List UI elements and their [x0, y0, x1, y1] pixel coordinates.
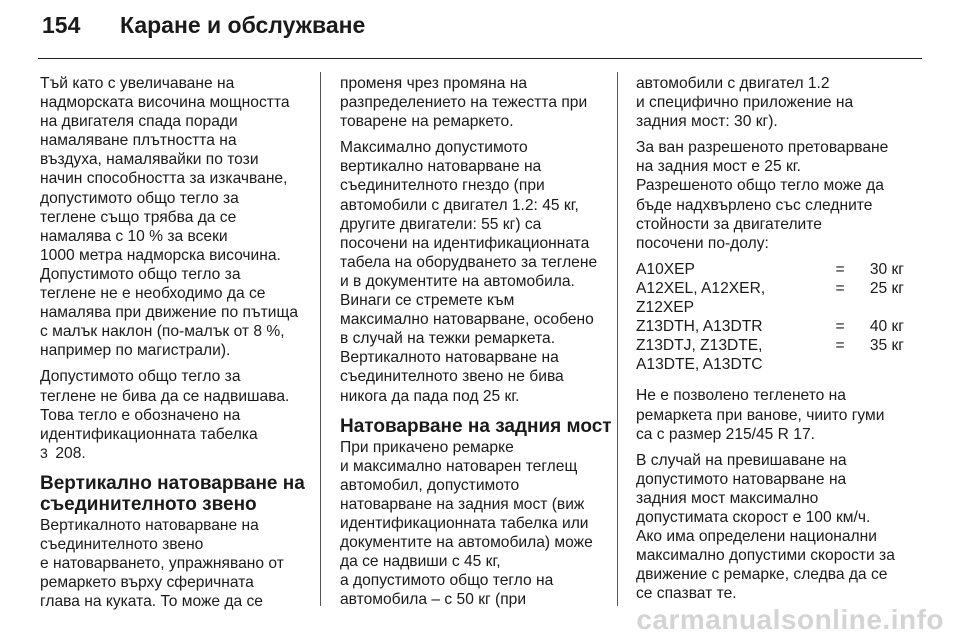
page-title: Каране и обслужване [120, 12, 366, 38]
text-line: движение с ремарке, следва да се [636, 566, 888, 584]
text-line: и в документите на автомобила. [340, 272, 575, 290]
text-line: документите на автомобила) може [340, 534, 593, 552]
text-line: натоварване на задния мост (виж [340, 495, 585, 513]
text-line: посочени по-долу: [636, 234, 769, 252]
text-line: а допустимото общо тегло на [340, 572, 554, 590]
text-line: ремаркето върху сферичната [40, 574, 254, 592]
text-line: автомобили с двигател 1.2 [636, 75, 830, 92]
paragraph [40, 516, 302, 611]
text-line: Не е позволено тегленето на [636, 387, 846, 405]
text-line: Вертикалното натоварване на [40, 516, 259, 534]
text-line: Вертикалното натоварване на [340, 349, 559, 367]
engine-codes: Z13DTJ, Z13DTE, A13DTE, A13DTC [636, 337, 763, 374]
text-line: стойности за двигателите [636, 215, 822, 233]
equals-sign: = [835, 337, 845, 355]
paragraph [40, 367, 302, 462]
text-line: и специфично приложение на [636, 94, 854, 112]
column-1 [40, 74, 305, 618]
text-line: посочени на идентификационната [340, 234, 590, 252]
paragraph [636, 138, 904, 253]
text-line: теглене не бива да се надвишава. [40, 387, 290, 405]
equals-sign: = [835, 260, 845, 278]
text-line: Винаги се стремете към [340, 292, 515, 310]
text-line: максимално натоварване, особено [340, 311, 594, 329]
text-line: начин способността за изкачване, [40, 170, 288, 188]
weight-table [636, 260, 904, 375]
paragraph [636, 386, 904, 443]
column-divider-1 [320, 72, 321, 606]
text-line: допустимото общо тегло за [40, 189, 239, 207]
text-line: 1000 метра надморска височина. [40, 246, 281, 264]
text-line: Допустимото общо тегло за [40, 265, 241, 283]
text-line: теглене не е необходимо да се [40, 285, 266, 303]
text-line: никога да пада под 25 кг. [340, 387, 520, 405]
paragraph [636, 451, 904, 604]
text-line: е натоварването, упражнявано от [40, 555, 284, 573]
text-line: Максимално допустимото [340, 139, 528, 157]
text-line: задния мост: 30 кг). [636, 113, 778, 131]
page-header [42, 12, 365, 52]
weight-value: 35 кг [869, 337, 904, 355]
paragraph [340, 138, 602, 405]
section-heading [40, 472, 305, 515]
weight-row [636, 317, 904, 336]
text-line: Тъй като с увеличаване на [40, 75, 235, 92]
page-reference[interactable]: 208. [55, 444, 86, 462]
page-reference-icon: 3 [40, 444, 48, 461]
text-line: Ако има определени национални [636, 528, 877, 546]
engine-codes: A10XEP [636, 260, 695, 278]
text-line: Вертикално натоварване на [40, 472, 305, 494]
column-2 [340, 74, 612, 616]
text-line: допустимата скорост е 100 км/ч. [636, 508, 871, 526]
text-line: в случай на тежки ремаркета. [340, 330, 556, 348]
text-line: надморската височина мощността [40, 94, 290, 112]
equals-sign: = [835, 279, 845, 297]
text-line: например по магистрали). [40, 342, 231, 360]
text-line: максимално допустими скорости за [636, 547, 895, 565]
page-number: 154 [42, 12, 81, 38]
text-line: задния мост максимално [636, 489, 819, 507]
text-line: се спазват те. [636, 585, 737, 603]
text-line: и максимално натоварен теглещ [340, 457, 578, 475]
text-line: автомобила – с 50 кг (при [340, 591, 527, 609]
text-line: товарене на ремаркето. [340, 113, 514, 131]
text-line: ремаркета при ванове, чиито гуми [636, 406, 885, 424]
section-heading: Натоварване на задния мост [340, 415, 612, 437]
text-line: Разрешеното общо тегло може да [636, 177, 884, 195]
text-line: с малък наклон (по-малък от 8 %, [40, 323, 285, 341]
column-divider-2 [617, 72, 618, 606]
text-line: променя чрез промяна на [340, 75, 528, 92]
text-line: да се надвиши с 45 кг, [340, 553, 501, 571]
engine-codes: A12XEL, A12XER, Z12XEP [636, 279, 766, 317]
text-line: табела на оборудването за теглене [340, 253, 598, 271]
text-line: съединителното гнездо (при [340, 177, 545, 195]
paragraph [340, 438, 602, 610]
watermark-logo: carmanualsonline.info [636, 604, 944, 635]
paragraph [340, 74, 602, 131]
text-line: Това тегло е обозначено на [40, 406, 241, 424]
text-line: съединителното звено [40, 493, 257, 515]
text-line: въздуха, намалявайки по този [40, 151, 259, 169]
text-line: намаляване плътността на [40, 132, 237, 150]
text-line: В случай на превишаване на [636, 451, 847, 469]
text-line: идентификационната табелка или [340, 514, 589, 532]
paragraph [40, 74, 302, 360]
text-line: съединителното звено не бива [340, 368, 564, 386]
text-line: намалява при движение по пътища [40, 304, 299, 322]
text-line: бъде надхвърлено със следните [636, 196, 873, 214]
engine-codes: Z13DTH, A13DTR [636, 318, 763, 336]
weight-value: 40 кг [869, 318, 904, 336]
text-line: Допустимото общо тегло за [40, 368, 241, 386]
text-line: За ван разрешеното претоварване [636, 139, 889, 157]
text-line: При прикачено ремарке [340, 438, 514, 456]
paragraph [636, 74, 904, 131]
column-3 [636, 74, 904, 610]
weight-value: 30 кг [869, 260, 904, 278]
text-line: на задния мост е 25 кг. [636, 158, 801, 176]
text-line: на двигателя спада поради [40, 113, 238, 131]
text-line: идентификационната табелка [40, 425, 258, 443]
weight-row [636, 336, 904, 374]
header-divider [38, 58, 922, 59]
text-line: намалява с 10 % за всеки [40, 227, 228, 245]
text-line: вертикално натоварване на [340, 158, 542, 176]
text-line: теглене също трябва да се [40, 208, 237, 226]
text-line: допустимото натоварване на [636, 470, 847, 488]
weight-value: 25 кг [869, 279, 904, 297]
text-line: съединителното звено [40, 535, 204, 553]
weight-row [636, 279, 904, 317]
text-line: са с размер 215/45 R 17. [636, 425, 815, 443]
text-line: другите двигатели: 55 кг) са [340, 215, 542, 233]
weight-row [636, 260, 904, 279]
text-line: автомобил, допустимото [340, 476, 520, 494]
text-line: разпределението на тежестта при [340, 94, 588, 112]
text-line: глава на куката. То може да се [40, 593, 263, 611]
text-line: автомобили с двигател 1.2: 45 кг, [340, 196, 579, 214]
equals-sign: = [835, 318, 845, 336]
